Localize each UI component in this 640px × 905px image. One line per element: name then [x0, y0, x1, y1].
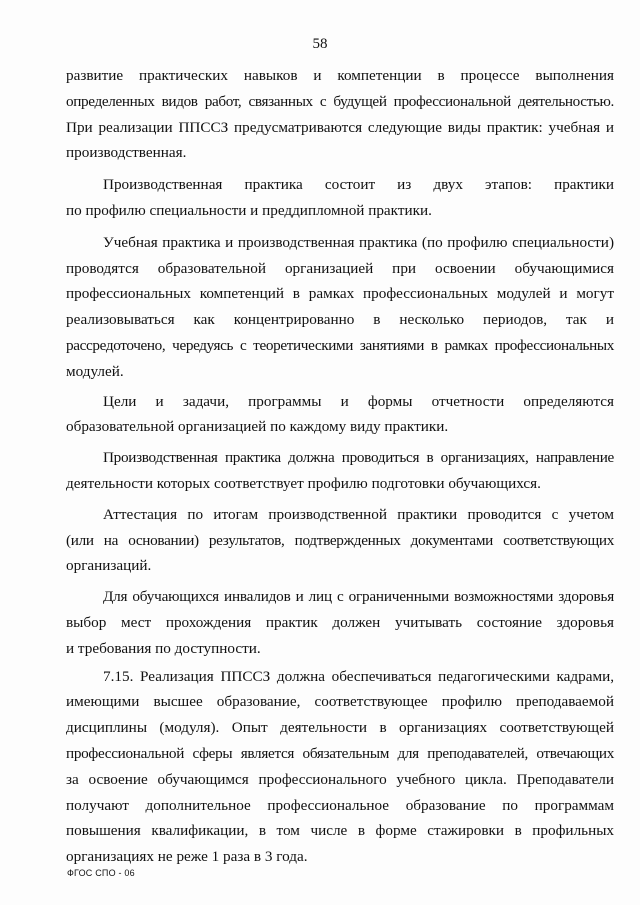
text-line: Для обучающихся инвалидов и лиц с ограниченными возможностями здоровья: [103, 588, 614, 606]
paragraph: [66, 584, 614, 661]
text-line: профессиональных компетенций в рамках профессиональных модулей и могут: [66, 285, 614, 303]
paragraph: [66, 502, 614, 579]
paragraph: [66, 230, 614, 385]
text-line: получают дополнительное профессиональное образование по программам: [66, 796, 614, 814]
page-number: 58: [312, 36, 328, 52]
text-line: профессиональной сферы является обязательным для преподавателей, отвечающих: [66, 744, 614, 762]
text-line: развитие практических навыков и компетенции в процессе выполнения: [66, 67, 614, 84]
paragraph: [66, 63, 614, 166]
text-line: за освоение обучающимся профессионального учебного цикла. Преподаватели: [66, 770, 614, 788]
text-line: организациях не реже 1 раза в 3 года.: [66, 848, 308, 866]
text-line: Цели и задачи, программы и формы отчетности определяются: [103, 392, 614, 410]
text-line: реализовываться как концентрированно в несколько периодов, так и: [66, 311, 614, 329]
text-line: При реализации ППССЗ предусматриваются следующие виды практик: учебная и: [66, 118, 614, 136]
text-line: Учебная практика и производственная практика (по профилю специальности): [103, 233, 614, 251]
paragraph: [66, 445, 614, 497]
text-line: имеющими высшее образование, соответствующее профилю преподаваемой: [66, 693, 614, 711]
text-line: и требования по доступности.: [66, 639, 261, 657]
paragraph: [66, 664, 614, 870]
text-line: модулей.: [66, 362, 124, 380]
text-line: повышения квалификации, в том числе в форме стажировки в профильных: [66, 822, 614, 840]
document-footer: ФГОС СПО - 06: [67, 868, 135, 878]
document-body: [66, 63, 614, 870]
text-line: Производственная практика должна проводиться в организациях, направление: [103, 449, 614, 467]
text-line: по профилю специальности и преддипломной практики.: [66, 201, 432, 219]
text-line: выбор мест прохождения практик должен учитывать состояние здоровья: [66, 613, 614, 631]
text-line: Производственная практика состоит из двух этапов: практики: [103, 176, 614, 194]
paragraph: [66, 172, 614, 224]
text-line: производственная.: [66, 144, 187, 162]
text-line: деятельности которых соответствует профилю подготовки обучающихся.: [66, 474, 541, 492]
text-line: проводятся образовательной организацией при освоении обучающимися: [66, 259, 614, 277]
text-line: дисциплины (модуля). Опыт деятельности в организациях соответствующей: [66, 719, 614, 737]
text-line: Аттестация по итогам производственной практики проводится с учетом: [103, 505, 614, 523]
text-line: (или на основании) результатов, подтвержденных документами соответствующих: [66, 531, 614, 549]
text-line: организаций.: [66, 557, 152, 575]
text-line: определенных видов работ, связанных с будущей профессиональной деятельностью.: [66, 92, 614, 110]
text-line: образовательной организацией по каждому виду практики.: [66, 418, 449, 436]
text-line: рассредоточено, чередуясь с теоретическими занятиями в рамках профессиональных: [66, 336, 614, 354]
text-line: 7.15. Реализация ППССЗ должна обеспечиваться педагогическими кадрами,: [103, 667, 614, 685]
paragraph: [66, 389, 614, 441]
